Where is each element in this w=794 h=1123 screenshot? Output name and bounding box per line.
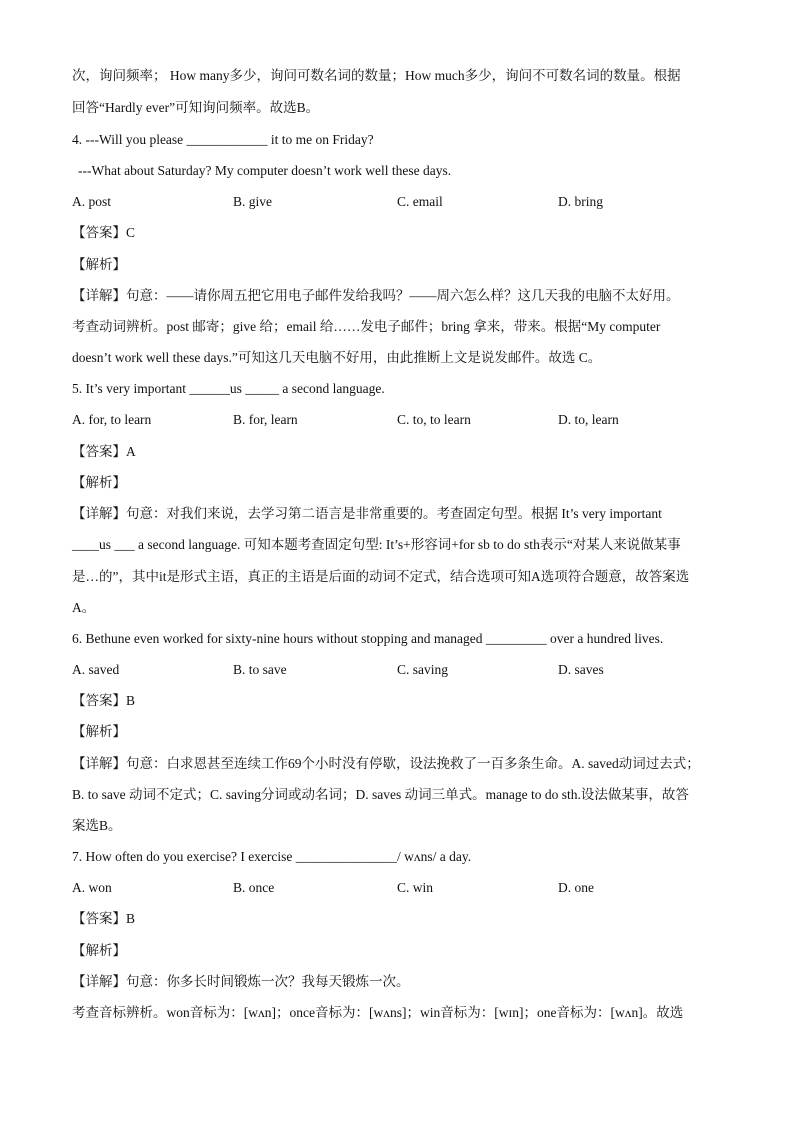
q5-explanation: ____us ___ a second language. 可知本题考查固定句型: It’s+形容词+for sb to do sth表示“对某人来说做某事: [72, 537, 681, 552]
q6-explanation: B. to save 动词不定式；C. saving分词或动名词；D. saves 动词三单式。manage to do sth.设法做某事，故答: [72, 787, 689, 802]
q7-answer: 【答案】B: [72, 911, 136, 926]
q4-analysis-heading: 【解析】: [72, 257, 126, 272]
q7-option-d: D. one: [558, 880, 594, 895]
q6-option-d: D. saves: [558, 662, 604, 677]
q4-explanation: 【详解】句意：——请你周五把它用电子邮件发给我吗？——周六怎么样？这几天我的电脑不太好用。: [72, 288, 680, 303]
question-4-reply: ---What about Saturday? My computer doesn’t work well these days.: [78, 163, 452, 178]
q5-option-b: B. for, learn: [233, 412, 298, 427]
q7-explanation: 【详解】句意：你多长时间锻炼一次？我每天锻炼一次。: [72, 974, 410, 989]
q7-option-c: C. win: [397, 880, 434, 895]
q4-option-c: C. email: [397, 194, 443, 209]
q6-analysis-heading: 【解析】: [72, 724, 126, 739]
q4-explanation: 考查动词辨析。post 邮寄；give 给；email 给……发电子邮件；bring 拿来，带来。根据“My computer: [72, 319, 661, 334]
q5-option-c: C. to, to learn: [397, 412, 471, 427]
text-line: 次，询问频率； How many多少，询问可数名词的数量；How much多少，询问不可数名词的数量。根据: [72, 68, 681, 83]
q6-explanation: 【详解】句意：白求恩甚至连续工作69个小时没有停歇，设法挽救了一百多条生命。A. saved动词过去式；: [72, 756, 700, 771]
q5-explanation: A。: [72, 600, 96, 615]
question-4: 4. ---Will you please ____________ it to me on Friday?: [72, 132, 374, 147]
question-7: 7. How often do you exercise? I exercise _______________/ wʌns/ a day.: [72, 849, 472, 864]
q5-analysis-heading: 【解析】: [72, 475, 126, 490]
q7-option-b: B. once: [233, 880, 275, 895]
q7-analysis-heading: 【解析】: [72, 943, 126, 958]
q5-explanation: 【详解】句意：对我们来说，去学习第二语言是非常重要的。考查固定句型。根据 It’s very important: [72, 506, 662, 521]
q4-option-b: B. give: [233, 194, 272, 209]
q7-option-a: A. won: [72, 880, 112, 895]
q6-explanation: 案选B。: [72, 818, 122, 833]
question-6: 6. Bethune even worked for sixty-nine hours without stopping and managed _________ over a hundred lives.: [72, 631, 664, 646]
question-5: 5. It’s very important ______us _____ a second language.: [72, 381, 385, 396]
q6-option-c: C. saving: [397, 662, 449, 677]
q6-answer: 【答案】B: [72, 693, 136, 708]
q5-option-a: A. for, to learn: [72, 412, 152, 427]
q4-option-a: A. post: [72, 194, 112, 209]
q4-explanation: doesn’t work well these days.”可知这几天电脑不好用，由此推断上文是说发邮件。故选 C。: [72, 350, 602, 365]
text-line: 回答“Hardly ever”可知询问频率。故选B。: [72, 100, 320, 115]
q6-option-a: A. saved: [72, 662, 120, 677]
q4-answer: 【答案】C: [72, 225, 136, 240]
q6-option-b: B. to save: [233, 662, 287, 677]
q5-answer: 【答案】A: [72, 444, 136, 459]
q5-option-d: D. to, learn: [558, 412, 619, 427]
q7-explanation: 考查音标辨析。won音标为：[wʌn]；once音标为：[wʌns]；win音标为：[wɪn]；one音标为：[wʌn]。故选: [72, 1005, 684, 1020]
q4-option-d: D. bring: [558, 194, 603, 209]
q5-explanation: 是…的”，其中it是形式主语，真正的主语是后面的动词不定式，结合选项可知A选项符合题意，故答案选: [72, 569, 690, 584]
